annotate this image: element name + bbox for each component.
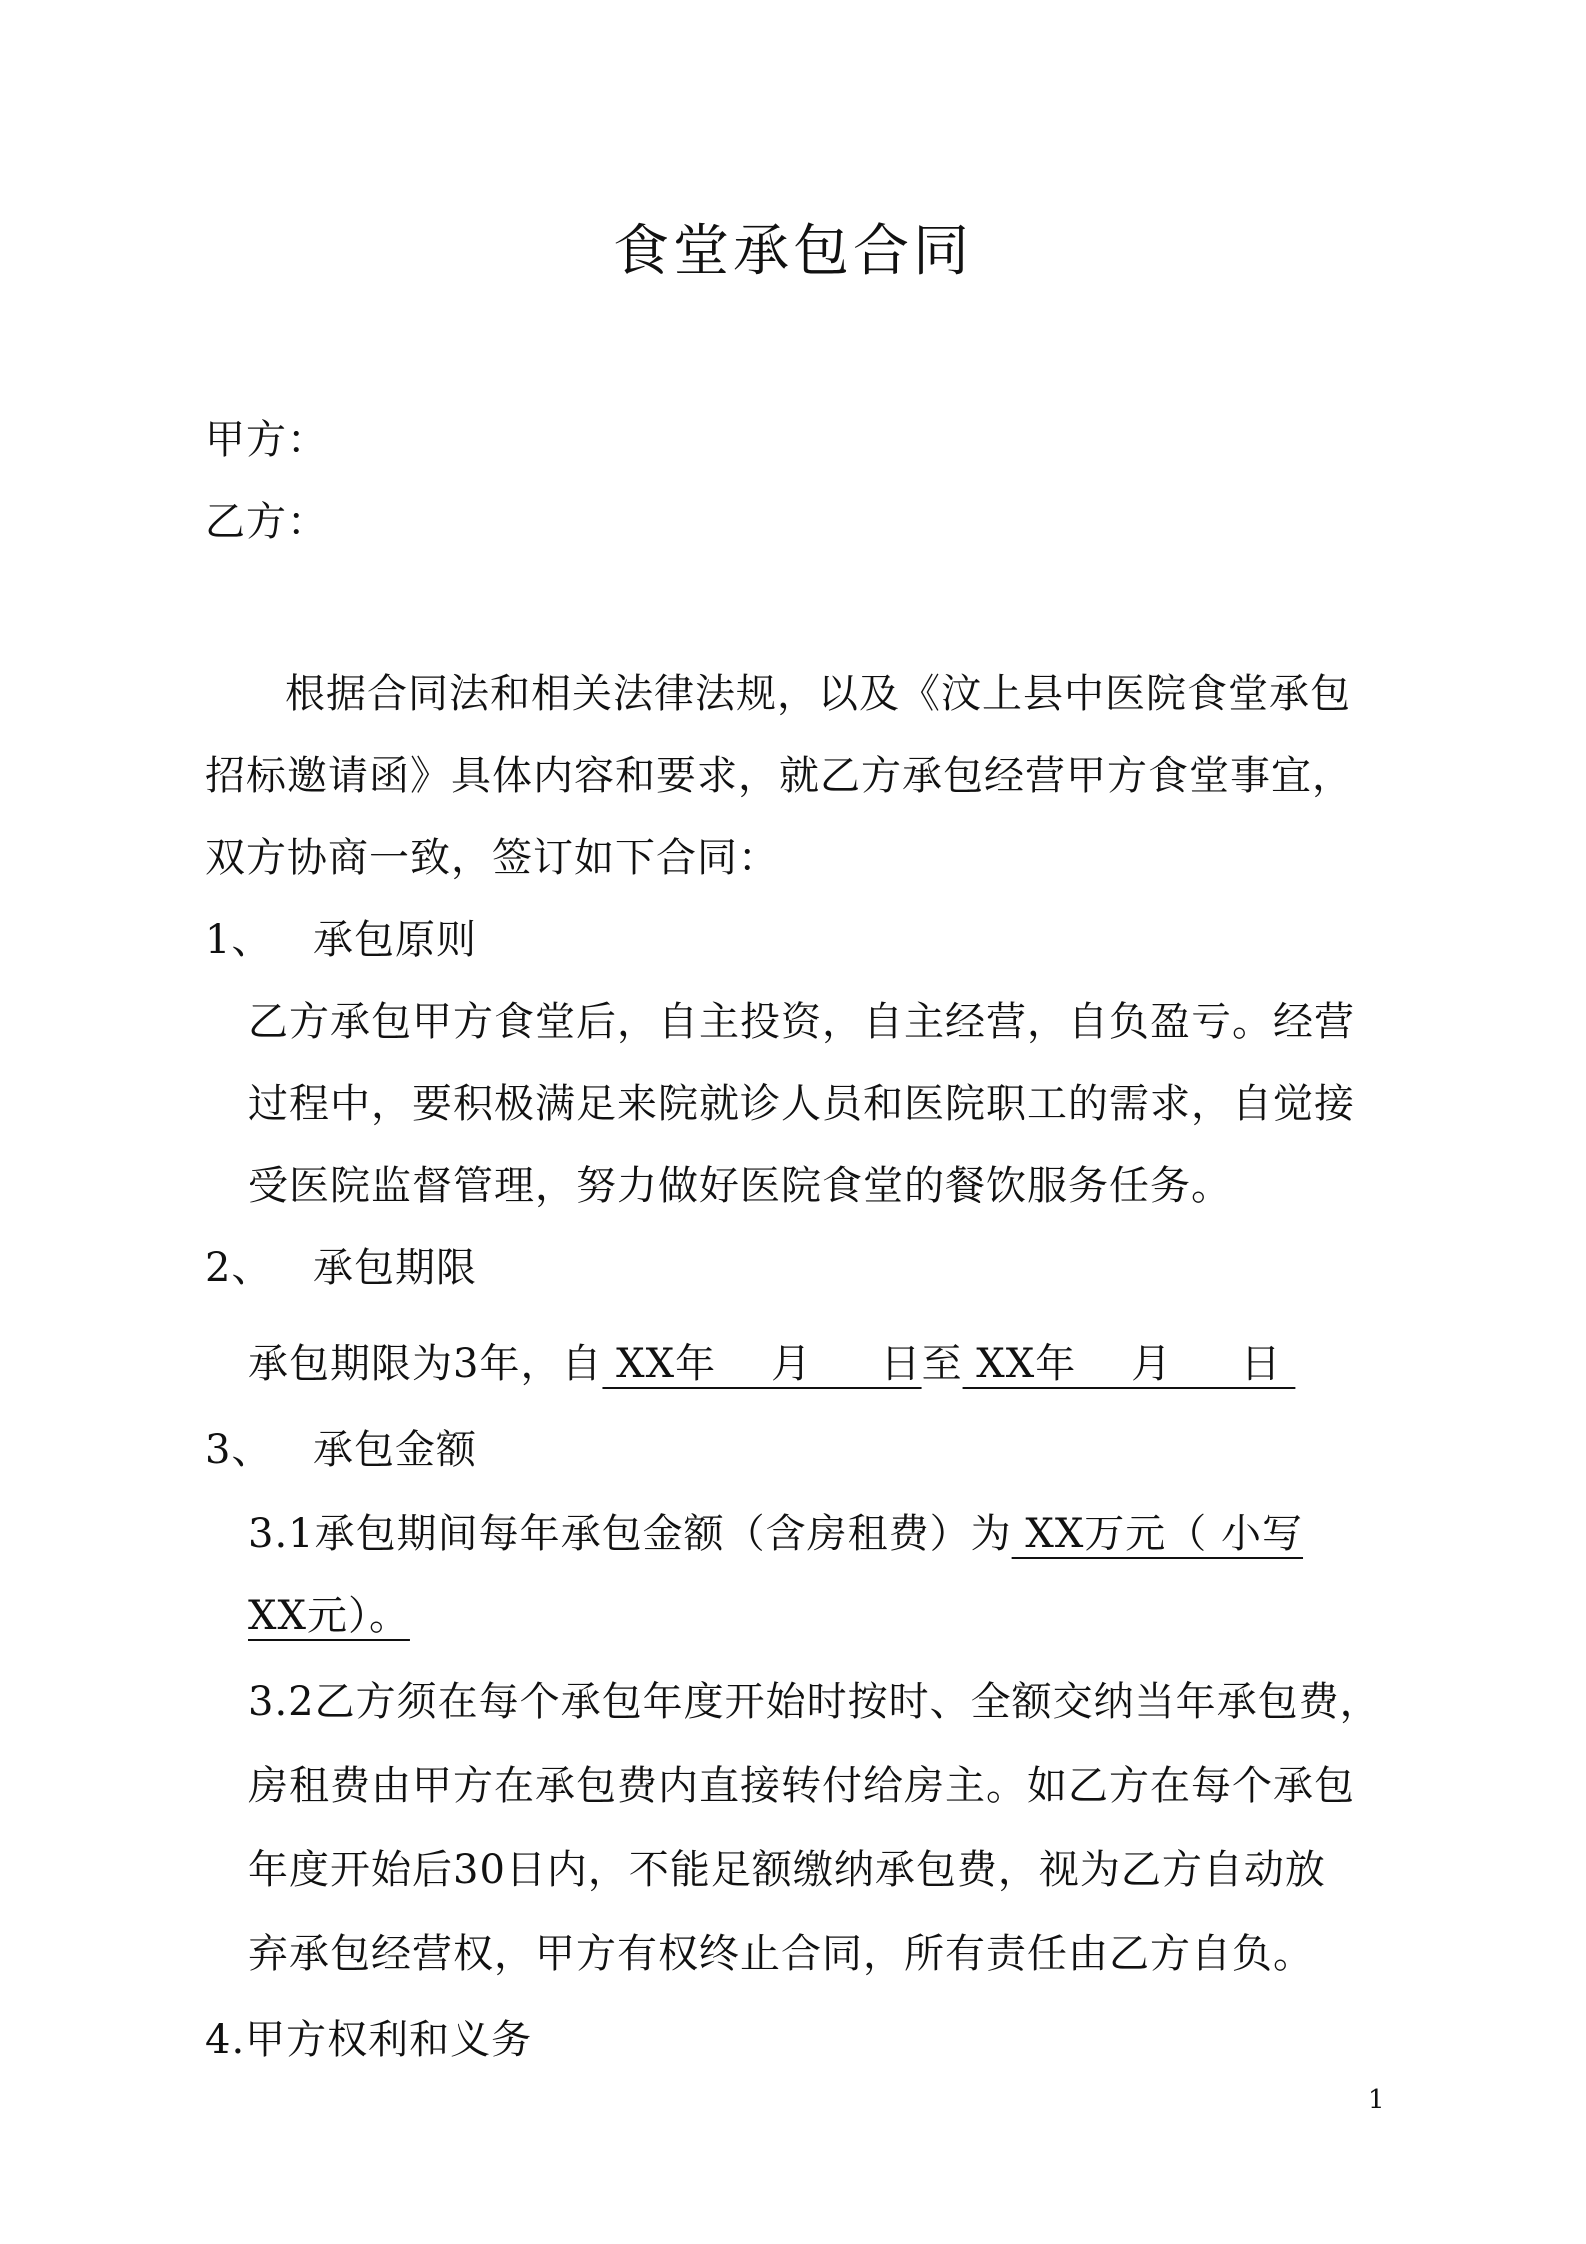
contract-term-to: 至 — [921, 1341, 963, 1387]
clause-3-1-line-1 — [248, 1504, 1303, 1564]
section-2-heading — [205, 1238, 477, 1298]
section-2-title: 承包期限 — [313, 1245, 477, 1291]
party-b-label: 乙方： — [205, 499, 328, 545]
section-3-heading — [205, 1420, 477, 1480]
clause-3-2-line-2: 房租费由甲方在承包费内直接转付给房主。如乙方在每个承包 — [248, 1763, 1355, 1809]
section-1-line-1: 乙方承包甲方食堂后，自主投资，自主经营，自负盈亏。经营 — [248, 999, 1355, 1045]
section-3-title: 承包金额 — [313, 1427, 477, 1473]
clause-3-1-line-2 — [248, 1586, 410, 1646]
section-3-number: 3、 — [205, 1427, 273, 1473]
contract-term-line — [248, 1334, 1295, 1394]
section-1-title: 承包原则 — [313, 917, 477, 963]
preamble-line-1: 根据合同法和相关法律法规，以及《汶上县中医院食堂承包 — [285, 671, 1351, 717]
contract-term-prefix: 承包期限为3年，自 — [248, 1341, 603, 1387]
party-a-label: 甲方： — [205, 417, 328, 463]
section-1-line-3: 受医院监督管理，努力做好医院食堂的餐饮服务任务。 — [248, 1163, 1232, 1209]
clause-3-2-line-1: 3.2乙方须在每个承包年度开始时按时、全额交纳当年承包费， — [248, 1679, 1381, 1725]
preamble-line-2: 招标邀请函》具体内容和要求，就乙方承包经营甲方食堂事宜， — [205, 753, 1353, 799]
document-title: 食堂承包合同 — [613, 219, 973, 284]
section-4-heading: 4.甲方权利和义务 — [205, 2017, 533, 2063]
clause-3-1-amount-continued: XX元）。 — [248, 1593, 410, 1639]
section-1-line-2: 过程中，要积极满足来院就诊人员和医院职工的需求，自觉接 — [248, 1081, 1355, 1127]
contract-term-end-field: XX年 月 日 — [962, 1341, 1296, 1387]
preamble-line-3: 双方协商一致，签订如下合同： — [205, 835, 779, 881]
page-number: 1 — [1368, 2085, 1385, 2115]
section-1-number: 1、 — [205, 917, 273, 963]
clause-3-2-line-3: 年度开始后30日内，不能足额缴纳承包费，视为乙方自动放 — [248, 1847, 1326, 1893]
section-2-number: 2、 — [205, 1245, 273, 1291]
clause-3-1-amount-field: XX万元（ 小写 — [1011, 1511, 1304, 1557]
section-1-heading — [205, 910, 477, 970]
clause-3-1-prefix: 3.1承包期间每年承包金额（含房租费）为 — [248, 1511, 1012, 1557]
clause-3-2-line-4: 弃承包经营权，甲方有权终止合同，所有责任由乙方自负。 — [248, 1931, 1314, 1977]
contract-term-start-field: XX年 月 日 — [602, 1341, 922, 1387]
